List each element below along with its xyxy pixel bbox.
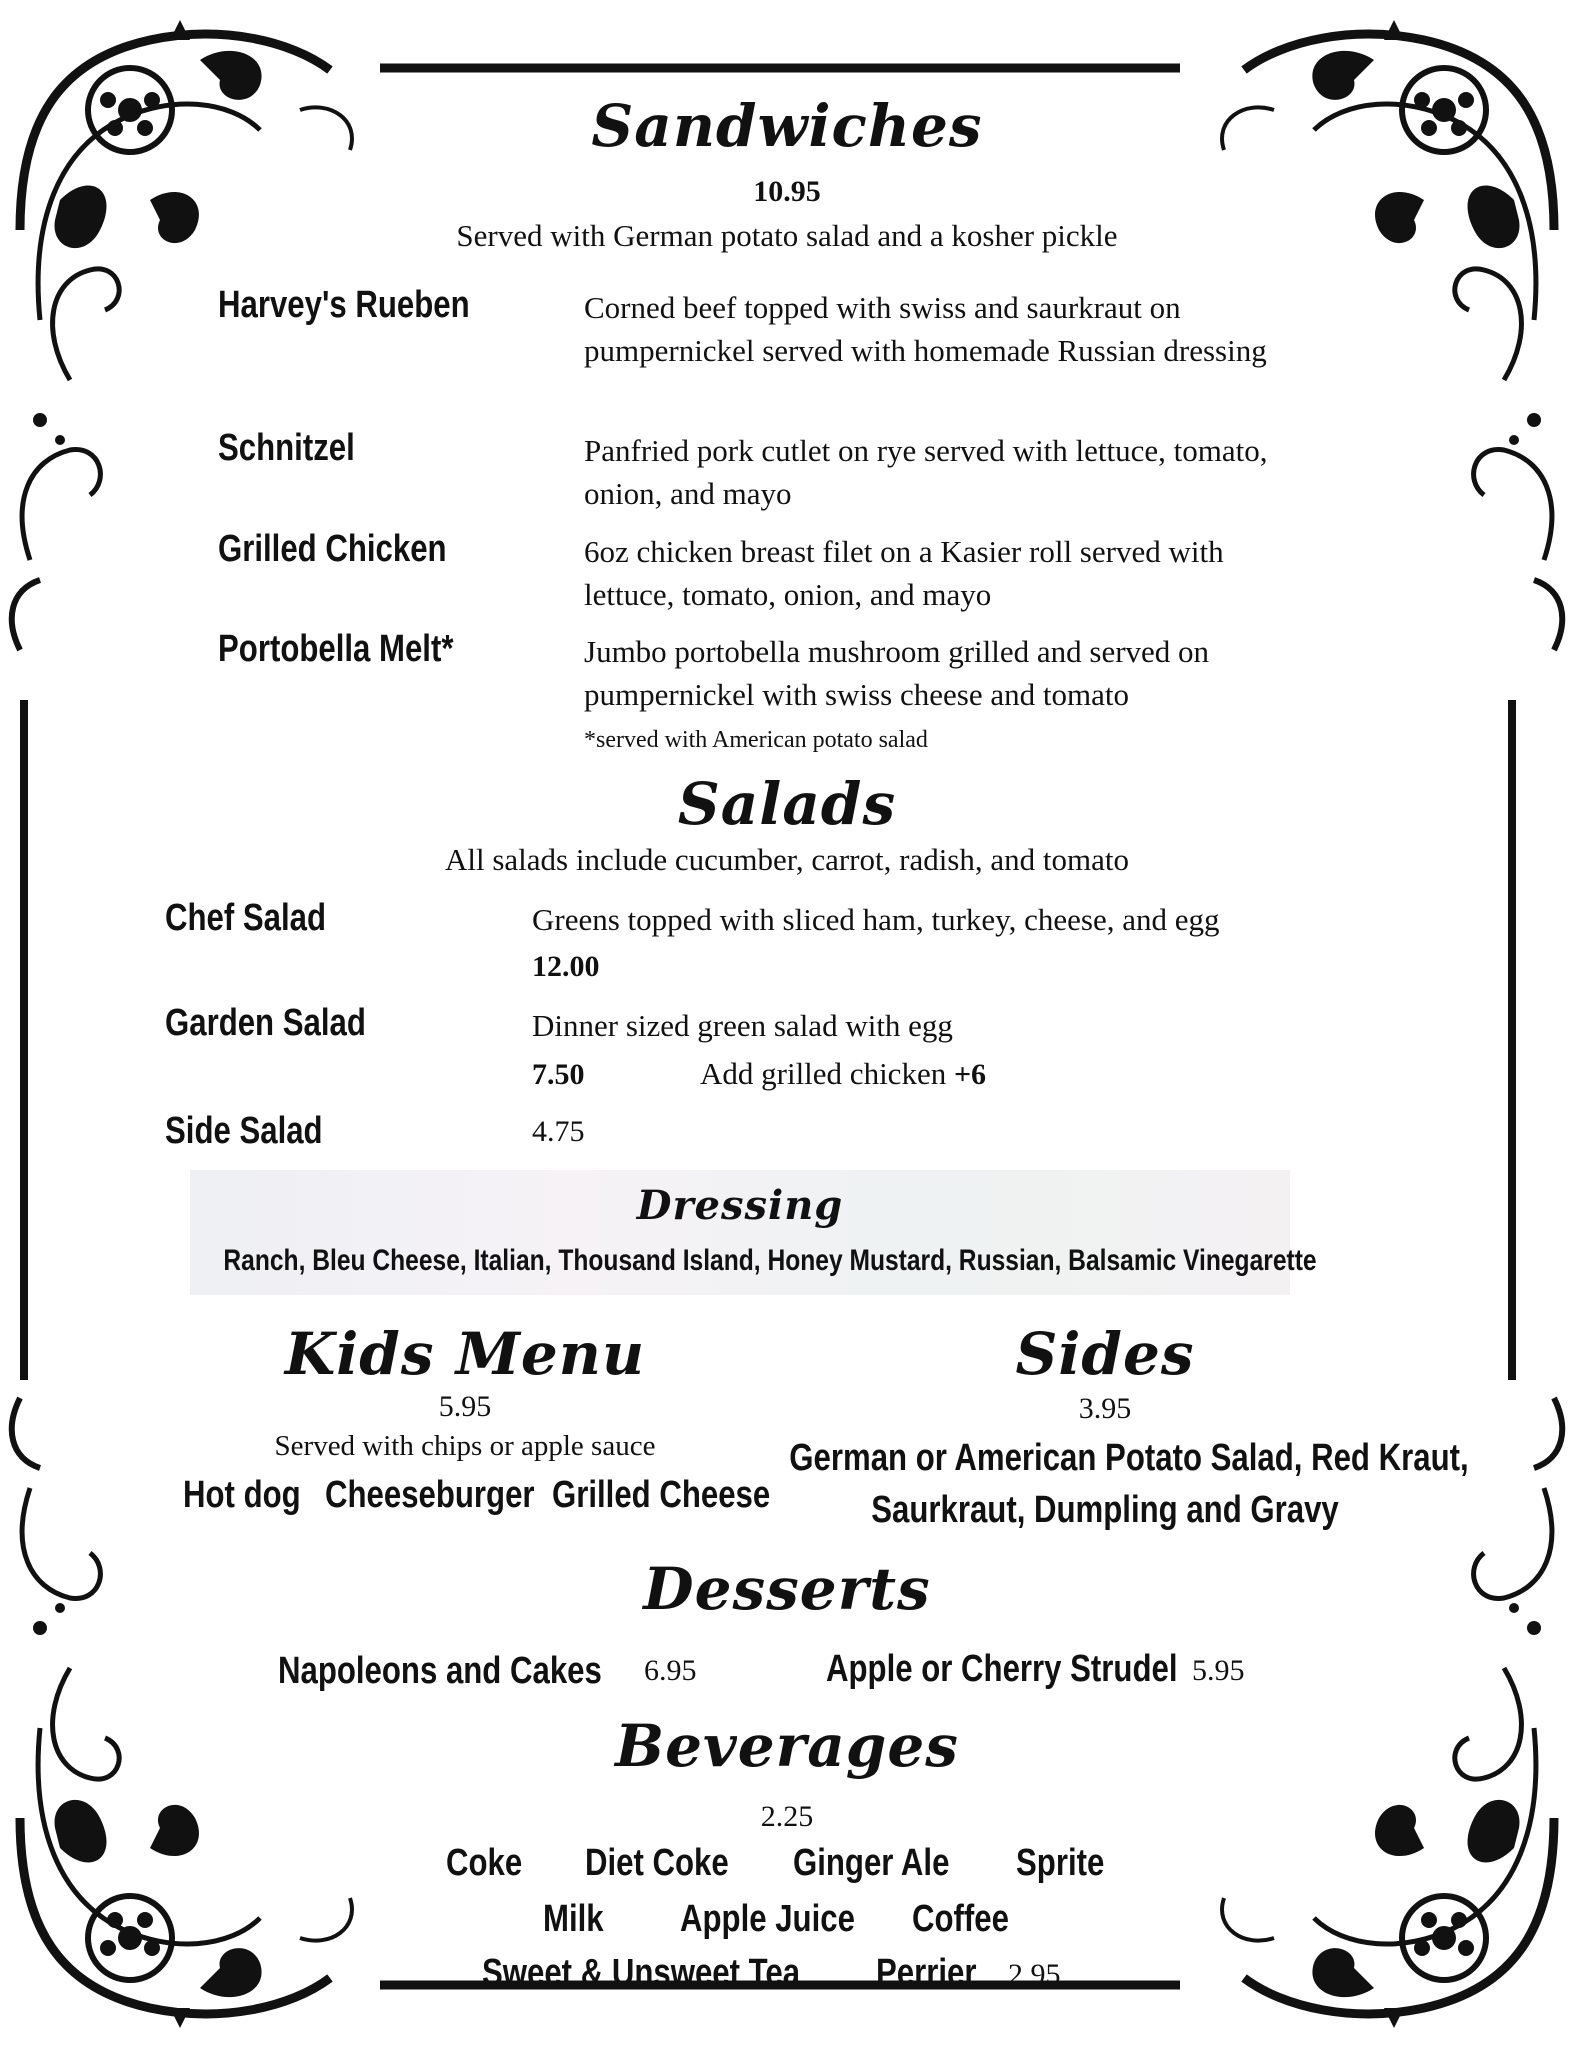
beverage-item: Ginger Ale	[793, 1842, 950, 1884]
dressing-list: Ranch, Bleu Cheese, Italian, Thousand Island, Honey Mustard, Russian, Balsamic Vinegarette	[223, 1244, 1317, 1277]
kids-title: Kids Menu	[284, 1320, 646, 1388]
salad-price: 12.00	[532, 950, 600, 983]
salads-note: All salads include cucumber, carrot, radish, and tomato	[445, 842, 1129, 877]
sandwich-footnote: *served with American potato salad	[584, 727, 928, 753]
beverage-item: Coke	[446, 1842, 523, 1884]
kids-item: Hot dog	[183, 1474, 301, 1516]
salad-addon	[700, 1056, 986, 1092]
salad-name: Garden Salad	[165, 1002, 366, 1044]
sides-line1: German or American Potato Salad, Red Kraut,	[789, 1437, 1469, 1479]
salad-price: 7.50	[532, 1058, 585, 1091]
desserts-title: Desserts	[643, 1555, 931, 1623]
sandwiches-note: Served with German potato salad and a kosher pickle	[456, 218, 1118, 253]
salads-title: Salads	[677, 770, 897, 838]
addon-label: Add grilled chicken	[700, 1056, 947, 1091]
sandwich-desc: Panfried pork cutlet on rye served with lettuce, tomato, onion, and mayo	[584, 433, 1268, 511]
kids-note: Served with chips or apple sauce	[274, 1430, 656, 1462]
sides-price: 3.95	[1078, 1392, 1132, 1425]
dessert-name: Apple or Cherry Strudel	[826, 1648, 1178, 1690]
sandwich-desc: Jumbo portobella mushroom grilled and served on pumpernickel with swiss cheese and tomato	[584, 634, 1210, 712]
kids-item: Grilled Cheese	[552, 1474, 771, 1516]
sandwich-name: Grilled Chicken	[218, 528, 447, 570]
perrier-price: 2.95	[1008, 1958, 1061, 1991]
salad-name: Side Salad	[165, 1110, 323, 1152]
sandwich-desc: 6oz chicken breast filet on a Kasier roll served with lettuce, tomato, onion, and mayo	[584, 534, 1224, 612]
addon-price: +6	[953, 1058, 987, 1091]
sandwich-desc: Corned beef topped with swiss and saurkraut on pumpernickel served with homemade Russian dressing	[584, 290, 1267, 368]
dressing-title: Dressing	[636, 1182, 844, 1229]
sandwiches-title: Sandwiches	[591, 92, 983, 160]
sides-title: Sides	[1015, 1320, 1195, 1388]
beverage-item: Perrier	[876, 1952, 977, 1994]
beverages-price: 2.25	[760, 1800, 814, 1833]
beverage-item: Diet Coke	[585, 1842, 729, 1884]
beverages-title: Beverages	[615, 1712, 959, 1780]
beverage-item: Sprite	[1016, 1842, 1105, 1884]
beverage-item: Coffee	[912, 1898, 1009, 1940]
beverage-item: Sweet & Unsweet Tea	[482, 1952, 801, 1994]
sides-line2: Saurkraut, Dumpling and Gravy	[871, 1489, 1339, 1531]
salad-price: 4.75	[532, 1115, 585, 1148]
sandwiches-price: 10.95	[753, 175, 821, 208]
dessert-name: Napoleons and Cakes	[278, 1650, 602, 1692]
salad-desc: Dinner sized green salad with egg	[532, 1008, 953, 1043]
sandwich-name: Portobella Melt*	[218, 628, 454, 670]
dessert-price: 6.95	[644, 1654, 697, 1687]
dessert-price: 5.95	[1192, 1654, 1245, 1687]
kids-item: Cheeseburger	[325, 1474, 535, 1516]
salad-desc: Greens topped with sliced ham, turkey, cheese, and egg	[532, 902, 1220, 937]
kids-price: 5.95	[438, 1390, 492, 1423]
sandwich-name: Schnitzel	[218, 427, 355, 469]
sandwich-name: Harvey's Rueben	[218, 284, 470, 326]
salad-name: Chef Salad	[165, 897, 327, 939]
beverage-item: Apple Juice	[680, 1898, 855, 1940]
beverage-item: Milk	[543, 1898, 604, 1940]
